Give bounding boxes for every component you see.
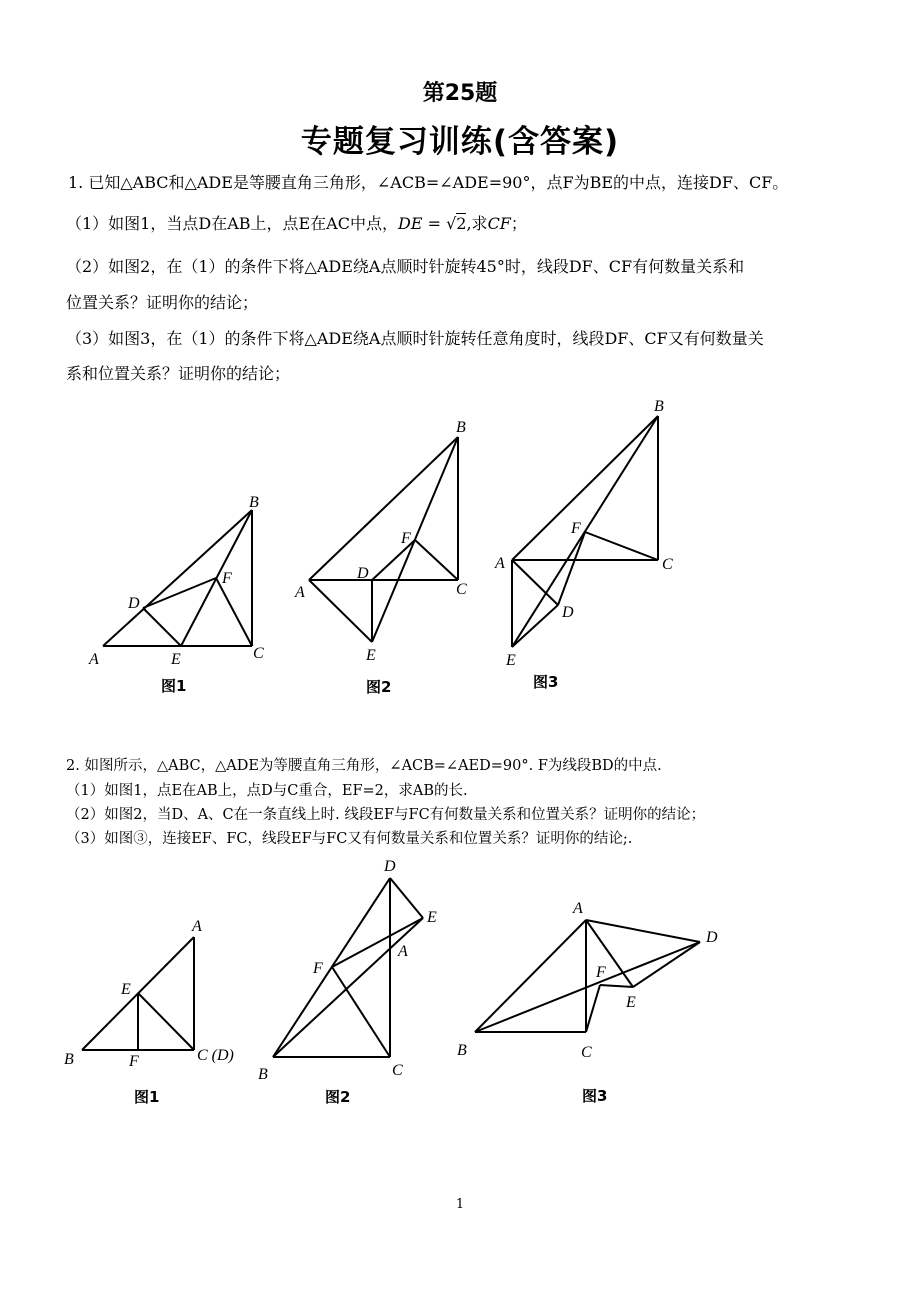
p2f2-caption: 图2 <box>325 1088 351 1106</box>
p2f3-label-a: A <box>573 900 583 917</box>
p1f1-label-b: B <box>249 494 259 511</box>
p1f1-segment-de <box>143 608 181 646</box>
p1f2-label-d: D <box>357 565 369 582</box>
p2f1-label-b: B <box>64 1051 74 1068</box>
p2f3-label-f: F <box>596 964 606 981</box>
problem-number-title: 第25题 <box>422 81 498 106</box>
p2f3-segment-fc <box>586 985 600 1032</box>
p1f1-label-d: D <box>128 595 140 612</box>
p1f2-label-b: B <box>456 419 466 436</box>
p2f3-segment-ba <box>475 920 586 1032</box>
p1f2-segment-fc <box>415 540 458 580</box>
p1f3-segment-fc <box>585 532 658 560</box>
p1f3-segment-ab <box>512 416 658 560</box>
p1f1-label-f: F <box>222 570 232 587</box>
p2f1-segment-ec <box>138 993 194 1050</box>
p1-q3-line2: 系和位置关系？证明你的结论； <box>66 364 291 383</box>
p1f2-caption: 图2 <box>366 678 392 696</box>
p1-stem: 1. 已知△ABC和△ADE是等腰直角三角形，∠ACB=∠ADE=90°，点F为BE的中点，连接DF、CF。 <box>68 173 789 192</box>
page-title: 专题复习训练(含答案) <box>300 124 620 160</box>
p2f2-segment-be <box>273 918 423 1057</box>
p1-q1-after: ,求 <box>466 214 488 233</box>
p2f2-label-b: B <box>258 1066 268 1083</box>
p1-q2-line1: （2）如图2，在（1）的条件下将△ADE绕A点顺时针旋转45°时，线段DF、CF有何数量关系和 <box>66 257 745 276</box>
p2f2-label-a: A <box>398 943 408 960</box>
p1f1-segment-df <box>143 578 216 608</box>
p1f1-segment-fc <box>216 578 252 646</box>
p1f1-label-e: E <box>171 651 181 668</box>
p1-q1-end: ； <box>510 214 527 233</box>
p2f2-label-c: C <box>392 1062 403 1079</box>
p2f1-label-f: F <box>129 1053 139 1070</box>
p2f3-segment-fe <box>600 985 633 987</box>
p1-q1-formula-rad: 2 <box>456 214 467 233</box>
p1-q1-text: （1）如图1，当点D在AB上，点E在AC中点， <box>66 214 398 233</box>
p1f2-label-a: A <box>295 584 305 601</box>
p1-figure-1 <box>88 494 264 695</box>
p1f2-label-f: F <box>401 530 411 547</box>
p2-figure-2 <box>258 858 437 1106</box>
p2f2-segment-de <box>390 878 423 918</box>
p1-figure-2 <box>294 419 467 696</box>
p1f3-segment-eb <box>512 416 658 647</box>
p2-q3: （3）如图③，连接EF、FC，线段EF与FC又有何数量关系和位置关系？证明你的结论;. <box>66 831 633 847</box>
p2-figure-1 <box>64 918 234 1106</box>
p1f3-label-b: B <box>654 398 664 415</box>
p2-q1: （1）如图1，点E在AB上，点D与C重合，EF=2，求AB的长. <box>66 783 468 799</box>
p1f3-label-d: D <box>562 604 574 621</box>
p2f2-label-d: D <box>384 858 396 875</box>
p2-stem: 2. 如图所示，△ABC，△ADE为等腰直角三角形，∠ACB=∠AED=90°. F为线段BD的中点. <box>66 758 662 774</box>
p1f3-label-e: E <box>506 652 516 669</box>
page-number: 1 <box>455 1197 465 1212</box>
p1f1-caption: 图1 <box>161 677 187 695</box>
p2f1-caption: 图1 <box>134 1088 160 1106</box>
sqrt-symbol: √ <box>446 214 457 233</box>
p1-figure-3 <box>494 398 673 691</box>
p1-q3-line1: （3）如图3，在（1）的条件下将△ADE绕A点顺时针旋转任意角度时，线段DF、CF又有何数量关 <box>66 329 764 348</box>
p1f2-label-c: C <box>456 581 467 598</box>
p2f3-caption: 图3 <box>582 1087 608 1105</box>
p2f3-label-c: C <box>581 1044 592 1061</box>
p1-q1-formula-lhs: DE = <box>397 214 447 233</box>
p2-figure-3 <box>457 900 718 1105</box>
p1-q1-target: CF <box>487 214 511 233</box>
p2f2-segment-fc <box>332 967 390 1057</box>
p1f3-label-a: A <box>495 555 505 572</box>
p1f3-label-c: C <box>662 556 673 573</box>
p1f3-caption: 图3 <box>533 673 559 691</box>
p2f1-label-e: E <box>121 981 131 998</box>
p2f1-label-a: A <box>192 918 202 935</box>
p1f2-label-e: E <box>366 647 376 664</box>
p2f1-label-c-d: C (D) <box>197 1047 234 1064</box>
p1f3-label-f: F <box>571 520 581 537</box>
p2f3-segment-ae <box>586 920 633 987</box>
p2f2-label-e: E <box>427 909 437 926</box>
p2f3-label-e: E <box>626 994 636 1011</box>
p1f2-segment-eb <box>372 437 458 642</box>
p2-q2: （2）如图2，当D、A、C在一条直线上时. 线段EF与FC有何数量关系和位置关系？证明你的结论； <box>66 807 706 823</box>
p1f2-segment-ae <box>309 580 372 642</box>
p1f1-label-a: A <box>89 651 99 668</box>
p2f3-label-d: D <box>706 929 718 946</box>
p1f3-segment-ad <box>512 560 558 605</box>
p1-q2-line2: 位置关系？证明你的结论； <box>66 293 259 312</box>
p2f2-label-f: F <box>313 960 323 977</box>
p2f3-label-b: B <box>457 1042 467 1059</box>
p2f3-segment-ad <box>586 920 700 942</box>
p1f1-label-c: C <box>253 645 264 662</box>
p2f3-segment-bd <box>475 942 700 1032</box>
